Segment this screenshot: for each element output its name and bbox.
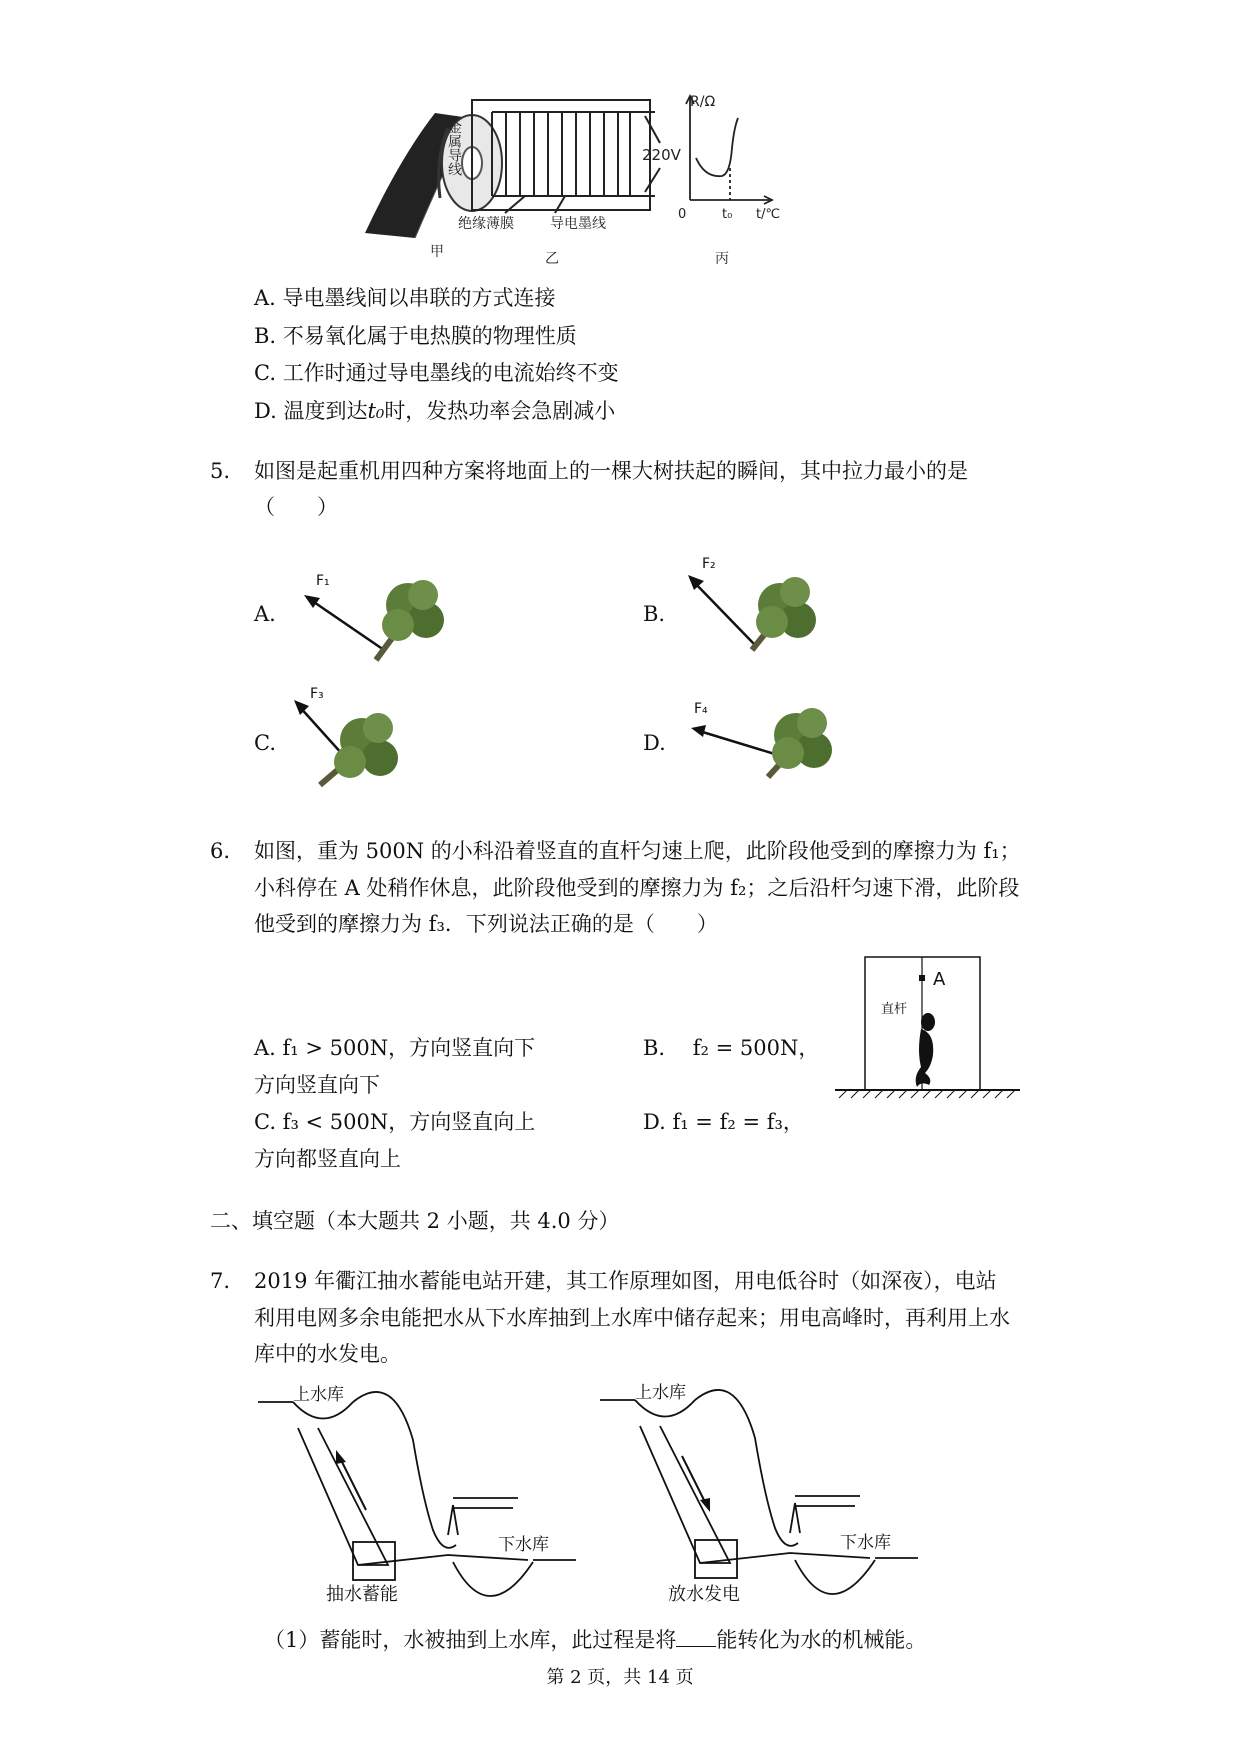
caption-pumping: 抽水蓄能 — [326, 1584, 398, 1605]
force-label-f2: F₂ — [702, 556, 716, 572]
q6-number: 6. — [210, 839, 231, 863]
q5-option-a-figure — [298, 565, 468, 670]
label-jia: 甲 — [430, 244, 444, 260]
q5-number: 5. — [210, 459, 231, 483]
axis-x-label: t/℃ — [756, 207, 781, 222]
q5-option-d-figure — [688, 695, 838, 790]
axis-t0-tick: t₀ — [722, 207, 733, 222]
page-footer: 第 2 页，共 14 页 — [546, 1667, 694, 1688]
q7-stem-line2: 利用电网多余电能把水从下水库抽到上水库中储存起来；用电高峰时，再利用上水 — [254, 1306, 1010, 1330]
q4-option-d: D. 温度到达t₀时，发热功率会急剧减小 — [254, 399, 616, 423]
force-label-f4: F₄ — [694, 701, 708, 717]
q7-number: 7. — [210, 1269, 231, 1293]
axis-y-label: R/Ω — [690, 94, 716, 110]
pumped-storage-figure-left — [258, 1380, 588, 1605]
force-label-f3: F₃ — [310, 686, 324, 702]
axis-origin: 0 — [678, 207, 687, 222]
point-a-marker — [919, 975, 925, 981]
q5-option-c-figure — [290, 680, 420, 795]
q6-option-a: A. f₁ > 500N，方向竖直向下 — [254, 1036, 536, 1060]
q5-option-b-figure — [680, 550, 830, 660]
q5-option-c-key: C. — [254, 731, 276, 755]
q5-option-a-key: A. — [254, 602, 276, 626]
climber-silhouette — [916, 1013, 935, 1087]
label-point-a: A — [933, 969, 946, 990]
q4-option-c: C. 工作时通过导电墨线的电流始终不变 — [254, 361, 619, 385]
q6-option-c-cont: 方向都竖直向上 — [254, 1147, 401, 1171]
answer-blank[interactable] — [676, 1626, 716, 1647]
q6-stem-line1: 如图，重为 500N 的小科沿着竖直的直杆匀速上爬，此阶段他受到的摩擦力为 f₁； — [254, 839, 1021, 863]
tree-icon — [376, 580, 444, 660]
label-voltage: 220V — [642, 146, 681, 164]
q5-stem-line1: 如图是起重机用四种方案将地面上的一棵大树扶起的瞬间，其中拉力最小的是 — [254, 459, 968, 483]
flow-up-arrow-icon — [340, 1458, 366, 1510]
q4-option-b: B. 不易氧化属于电热膜的物理性质 — [254, 324, 577, 348]
force-label-f1: F₁ — [316, 573, 330, 589]
label-lower-reservoir: 下水库 — [498, 1535, 549, 1555]
label-insulating-film: 绝缘薄膜 — [458, 216, 514, 232]
q6-option-c: C. f₃ < 500N，方向竖直向上 — [254, 1110, 536, 1134]
section-2-title: 二、填空题（本大题共 2 小题，共 4.0 分） — [210, 1209, 620, 1233]
label-metal-wire: 金属导线 — [446, 120, 462, 176]
q6-option-b: B. f₂ = 500N， — [643, 1036, 820, 1060]
q4-figure — [360, 88, 880, 273]
q6-option-a-cont: 方向竖直向下 — [254, 1073, 380, 1097]
resistance-temperature-graph — [686, 96, 772, 204]
q5-option-d-key: D. — [643, 731, 666, 755]
q6-stem-line3: 他受到的摩擦力为 f₃．下列说法正确的是（ ） — [254, 912, 718, 936]
q5-stem-line2: （ ） — [254, 495, 338, 519]
tree-icon — [768, 708, 832, 777]
q7-sub1: （1）蓄能时，水被抽到上水库，此过程是将 能转化为水的机械能。 — [264, 1628, 927, 1652]
q7-stem-line3: 库中的水发电。 — [254, 1342, 401, 1366]
label-ink-line: 导电墨线 — [550, 216, 606, 232]
caption-generating: 放水发电 — [668, 1584, 740, 1603]
label-lower-reservoir: 下水库 — [840, 1533, 891, 1553]
q5-option-b-key: B. — [643, 602, 666, 626]
tree-icon — [752, 577, 816, 650]
label-upper-reservoir: 上水库 — [293, 1385, 344, 1405]
q6-stem-line2: 小科停在 A 处稍作休息，此阶段他受到的摩擦力为 f₂；之后沿杆匀速下滑，此阶段 — [254, 876, 1020, 900]
label-upper-reservoir: 上水库 — [635, 1383, 686, 1403]
q6-pole-figure — [825, 955, 1025, 1105]
label-yi: 乙 — [545, 251, 559, 267]
label-bing: 丙 — [715, 251, 729, 267]
pumped-storage-figure-right — [600, 1378, 930, 1603]
q7-stem-line1: 2019 年衢江抽水蓄能电站开建，其工作原理如图，用电低谷时（如深夜），电站 — [254, 1269, 997, 1293]
flow-down-arrow-icon — [682, 1456, 706, 1504]
label-rod: 直杆 — [881, 1002, 908, 1017]
tree-icon — [320, 713, 398, 785]
q6-option-d: D. f₁ = f₂ = f₃， — [643, 1110, 804, 1134]
q4-option-a: A. 导电墨线间以串联的方式连接 — [254, 286, 556, 310]
